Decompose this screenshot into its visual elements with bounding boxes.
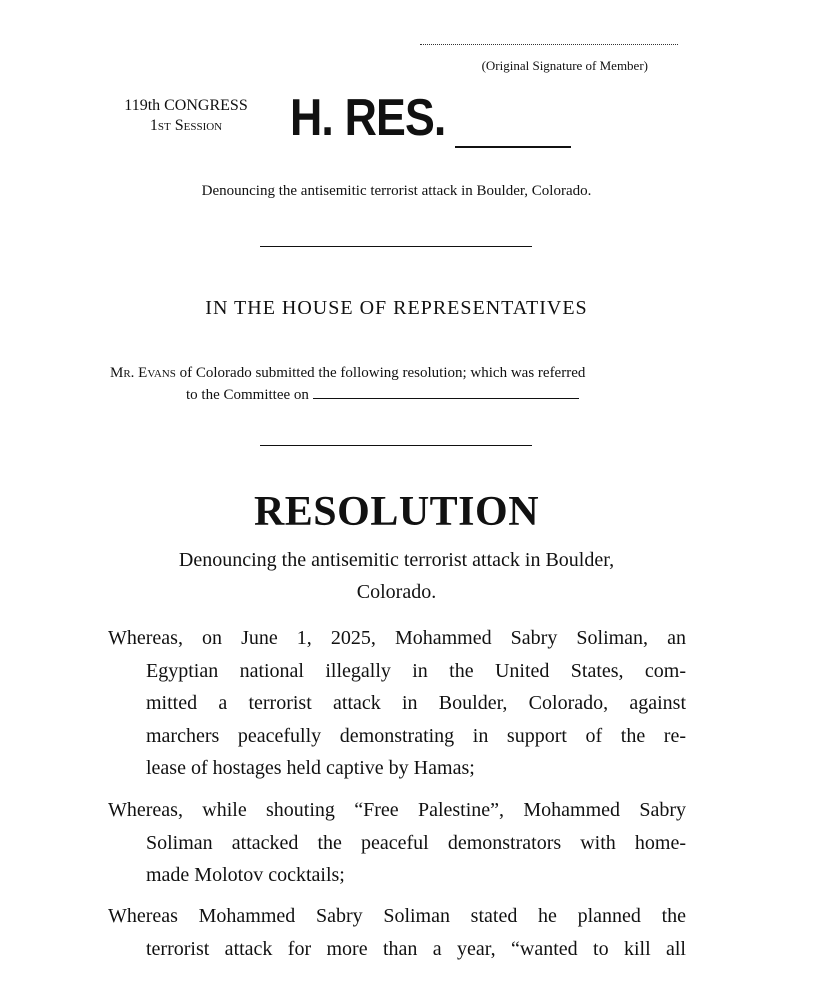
whereas-clause [108,794,686,892]
divider [260,445,532,446]
committee-label: to the Committee on [186,387,309,403]
clause-line: terrorist attack for more than a year, “wanted to kill all [146,937,686,960]
sponsor-statement [110,362,685,406]
session-label: 1st Session [149,117,223,134]
document-type-heading: RESOLUTION [253,489,540,535]
divider [260,246,532,247]
clause-line: Egyptian national illegally in the United States, com- [146,659,686,682]
clause-line: lease of hostages held captive by Hamas; [146,757,475,779]
signature-line [420,30,678,45]
long-title-line: Colorado. [356,581,437,603]
chamber-heading: IN THE HOUSE OF REPRESENTATIVES [205,297,588,319]
short-title: Denouncing the antisemitic terrorist attack in Boulder, Colorado. [201,183,592,199]
sponsor-line-1 [110,362,685,384]
measure-number-blank [455,146,571,148]
measure-type: H. RES. [290,89,446,147]
sponsor-line-1-text: of Colorado submitted the following resolution; which was referred [175,365,586,381]
sponsor-line-2 [110,384,685,406]
congress-label: 119th CONGRESS [124,97,248,114]
clause-line: Whereas Mohammed Sabry Soliman stated he planned the [108,905,686,927]
signature-caption: (Original Signature of Member) [481,58,648,73]
long-title-line: Denouncing the antisemitic terrorist attack in Boulder, [178,549,615,571]
clause-line: mitted a terrorist attack in Boulder, Colorado, against [146,692,686,714]
clause-line: made Molotov cocktails; [146,864,345,886]
clause-line: Whereas, on June 1, 2025, Mohammed Sabry Soliman, an [108,627,686,649]
long-title [130,544,663,608]
clause-line: marchers peacefully demonstrating in support of the re- [146,724,686,747]
whereas-clause [108,622,686,785]
clause-line: Soliman attacked the peaceful demonstrators with home- [146,831,686,854]
clause-line: Whereas, while shouting “Free Palestine”, Mohammed Sabry [108,799,686,821]
committee-blank [313,386,579,399]
whereas-clause [108,900,686,965]
sponsor-name: Mr. Evans [110,365,176,381]
congress-session-block [100,96,272,136]
